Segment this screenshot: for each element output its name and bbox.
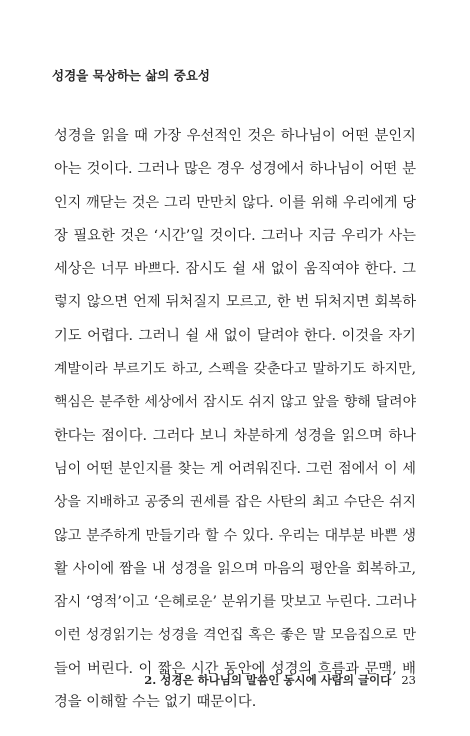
body-line: 않고 분주하게 만들기라 할 수 있다. 우리는 대부분 바쁜 생	[54, 527, 416, 544]
body-line: 한다는 점이다. 그러다 보니 차분하게 성경을 읽으며 하나	[54, 427, 416, 444]
body-line: 세상은 너무 바쁘다. 잠시도 쉴 새 없이 움직여야 한다. 그	[54, 261, 416, 278]
body-line: 들어 버린다. 이 짧은 시간 동안에 성경의 흐름과 문맥, 배	[54, 660, 416, 677]
body-line: 인지 깨닫는 것은 그리 만만치 않다. 이를 위해 우리에게 당	[54, 194, 416, 211]
page-number: 23	[401, 673, 416, 687]
body-line: 계발이라 부르기도 하고, 스펙을 갖춘다고 말하기도 하지만,	[54, 361, 416, 378]
body-line: 아는 것이다. 그러나 많은 경우 성경에서 하나님이 어떤 분	[54, 161, 416, 178]
body-text	[54, 120, 416, 719]
body-line: 핵심은 분주한 세상에서 잠시도 쉬지 않고 앞을 향해 달려야	[54, 394, 416, 411]
body-line: 활 사이에 짬을 내 성경을 읽으며 마음의 평안을 회복하고,	[54, 560, 416, 577]
body-line: 잠시 ‘영적’이고 ‘은혜로운’ 분위기를 맛보고 누린다. 그러나	[54, 594, 417, 611]
body-line: 이런 성경읽기는 성경을 격언집 혹은 좋은 말 모음집으로 만	[54, 627, 416, 644]
body-line: 경을 이해할 수는 없기 때문이다.	[54, 694, 257, 711]
body-line: 상을 지배하고 공중의 권세를 잡은 사탄의 최고 수단은 쉬지	[54, 494, 416, 511]
footer-chapter-title: 2. 성경은 하나님의 말씀인 동시에 사람의 글이다	[144, 673, 392, 687]
running-head: 성경을 묵상하는 삶의 중요성	[52, 68, 210, 83]
page-footer	[144, 672, 416, 688]
body-line: 성경을 읽을 때 가장 우선적인 것은 하나님이 어떤 분인지	[54, 128, 416, 144]
body-line: 기도 어렵다. 그러니 쉴 새 없이 달려야 한다. 이것을 자기	[54, 327, 416, 344]
body-line: 렇지 않으면 언제 뒤처질지 모르고, 한 번 뒤처지면 회복하	[54, 294, 416, 311]
body-line: 장 필요한 것은 ‘시간’일 것이다. 그러나 지금 우리가 사는	[54, 227, 416, 244]
body-line: 님이 어떤 분인지를 찾는 게 어려워진다. 그런 점에서 이 세	[54, 460, 416, 477]
